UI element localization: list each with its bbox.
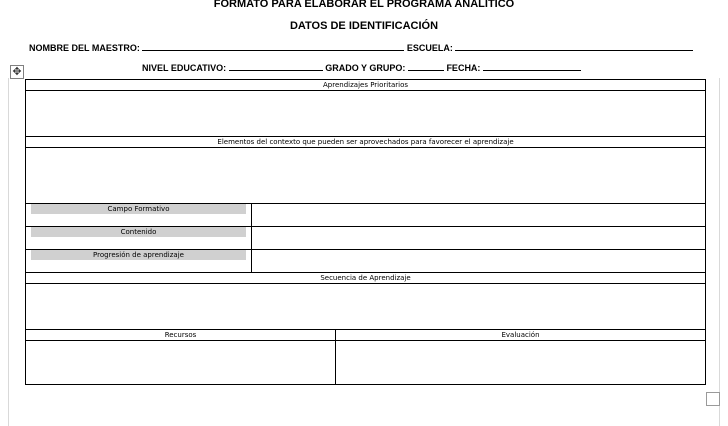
aprendizajes-header: Aprendizajes Prioritarios [26, 80, 706, 91]
progresion-label-cell [26, 250, 252, 273]
secuencia-header: Secuencia de Aprendizaje [26, 273, 706, 284]
secuencia-cell[interactable] [26, 284, 706, 330]
recursos-header: Recursos [26, 330, 336, 341]
identification-line-1 [29, 41, 693, 53]
aprendizajes-cell[interactable] [26, 91, 706, 137]
contenido-value-cell[interactable] [252, 227, 706, 250]
progresion-value-cell[interactable] [252, 250, 706, 273]
nivel-field[interactable] [229, 61, 323, 71]
page-margin-right [719, 78, 720, 426]
document-subtitle: DATOS DE IDENTIFICACIÓN [289, 20, 439, 32]
grado-field[interactable] [408, 61, 444, 71]
page-margin-left [8, 78, 9, 426]
contexto-cell[interactable] [26, 148, 706, 204]
resize-handle-icon[interactable] [706, 392, 720, 406]
progresion-label: Progresión de aprendizaje [31, 250, 246, 260]
evaluacion-header: Evaluación [336, 330, 706, 341]
contexto-header: Elementos del contexto que pueden ser aprovechados para favorecer el aprendizaje [26, 137, 706, 148]
campo-label-cell [26, 204, 252, 227]
contenido-label: Contenido [31, 227, 246, 237]
maestro-field[interactable] [142, 41, 404, 51]
campo-label: Campo Formativo [31, 204, 246, 214]
escuela-field[interactable] [455, 41, 693, 51]
document-title: FORMATO PARA ELABORAR EL PROGRAMA ANALITICO [213, 0, 515, 10]
nivel-label: NIVEL EDUCATIVO: [142, 63, 227, 73]
recursos-cell[interactable] [26, 341, 336, 385]
campo-value-cell[interactable] [252, 204, 706, 227]
maestro-label: NOMBRE DEL MAESTRO: [29, 43, 140, 53]
contenido-label-cell [26, 227, 252, 250]
escuela-label: ESCUELA: [406, 43, 453, 53]
grado-label: GRADO Y GRUPO: [325, 63, 406, 73]
identification-line-2 [142, 61, 581, 73]
fecha-field[interactable] [483, 61, 581, 71]
move-icon[interactable]: ✥ [10, 65, 24, 79]
program-table [25, 79, 706, 385]
fecha-label: FECHA: [446, 63, 481, 73]
evaluacion-cell[interactable] [336, 341, 706, 385]
